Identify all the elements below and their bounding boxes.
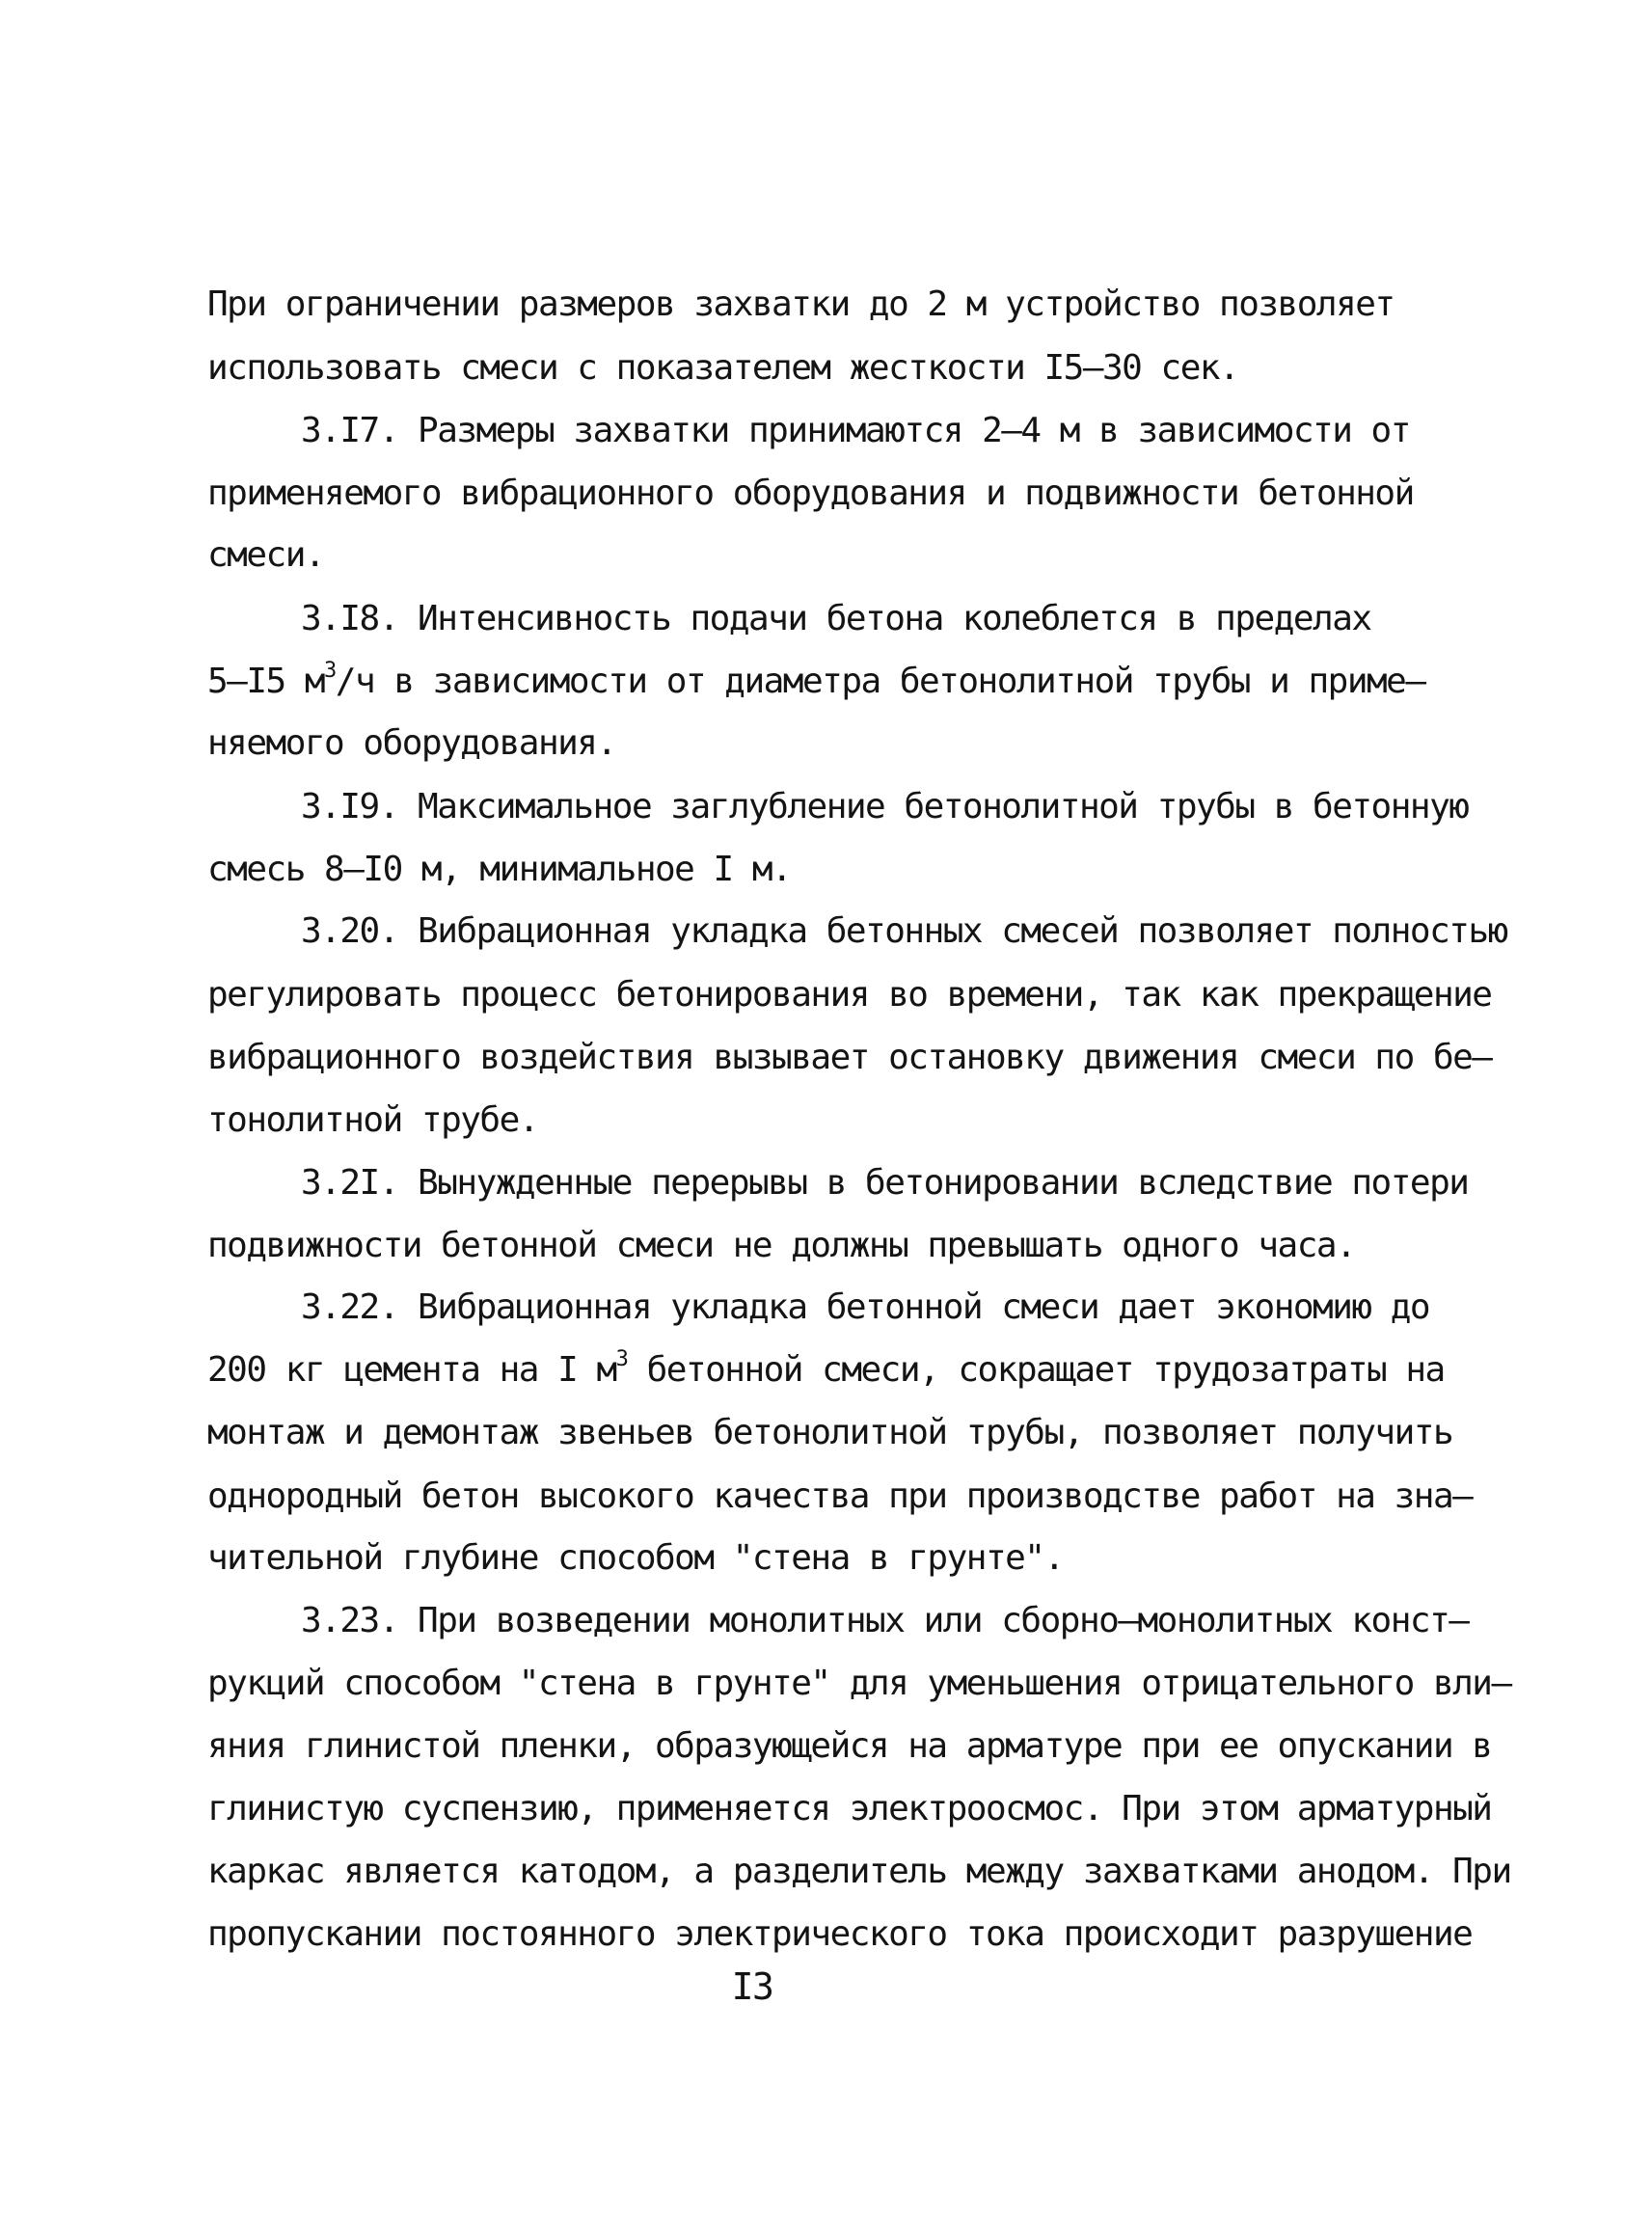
text-line: смеси.: [207, 535, 325, 575]
text-line: однородный бетон высокого качества при производстве работ на зна–: [207, 1476, 1473, 1516]
text-line: тонолитной трубе.: [207, 1100, 538, 1140]
paragraph-3-22-start: 3.22. Вибрационная укладка бетонной смеси дает экономию до: [301, 1287, 1430, 1327]
page-number: I3: [731, 1965, 773, 2008]
text-part: бетонной смеси, сокращает трудозатраты на: [627, 1350, 1445, 1390]
paragraph-3-20-start: 3.20. Вибрационная укладка бетонных смесей позволяет полностью: [301, 911, 1507, 951]
text-line-with-superscript: [207, 659, 1425, 701]
text-part: 200 кг цемента на I м: [207, 1350, 616, 1390]
text-line: чительной глубине способом "стена в грунте".: [207, 1538, 1064, 1578]
text-part: 5–I5 м: [207, 662, 325, 701]
text-line: рукций способом "стена в грунте" для уменьшения отрицательного вли–: [207, 1664, 1511, 1703]
text-line: каркас является катодом, а разделитель между захватками анодом. При: [207, 1852, 1511, 1891]
text-part: /ч в зависимости от диаметра бетонолитной трубы и приме–: [335, 662, 1425, 701]
text-line-with-superscript: [207, 1347, 1445, 1390]
text-line: При ограничении размеров захватки до 2 м устройство позволяет: [207, 284, 1395, 324]
paragraph-3-18-start: 3.I8. Интенсивность подачи бетона колеблется в пределах: [301, 599, 1371, 638]
text-line: применяемого вибрационного оборудования и подвижности бетонной: [207, 474, 1414, 513]
superscript: 3: [324, 659, 336, 683]
text-line: няемого оборудования.: [207, 723, 616, 763]
text-line: подвижности бетонной смеси не должны превышать одного часа.: [207, 1226, 1356, 1265]
paragraph-3-17-start: 3.I7. Размеры захватки принимаются 2–4 м в зависимости от: [301, 411, 1410, 450]
text-line: яния глинистой пленки, образующейся на арматуре при ее опускании в: [207, 1726, 1492, 1766]
text-line: вибрационного воздействия вызывает остановку движения смеси по бе–: [207, 1038, 1492, 1077]
text-line: смесь 8–I0 м, минимальное I м.: [207, 850, 792, 889]
paragraph-3-23-start: 3.23. При возведении монолитных или сборно–монолитных конст–: [301, 1601, 1469, 1640]
text-line: использовать смеси с показателем жесткости I5–30 сек.: [207, 348, 1239, 388]
text-line: регулировать процесс бетонирования во времени, так как прекращение: [207, 975, 1492, 1015]
text-line: монтаж и демонтаж звеньев бетонолитной трубы, позволяет получить: [207, 1413, 1453, 1452]
paragraph-3-21-start: 3.2I. Вынужденные перерывы в бетонировании вследствие потери: [301, 1163, 1469, 1203]
paragraph-3-19-start: 3.I9. Максимальное заглубление бетонолитной трубы в бетонную: [301, 787, 1469, 826]
superscript: 3: [615, 1347, 628, 1371]
text-line: глинистую суспензию, применяется электроосмос. При этом арматурный: [207, 1789, 1492, 1828]
text-line: пропускании постоянного электрического тока происходит разрушение: [207, 1914, 1473, 1954]
